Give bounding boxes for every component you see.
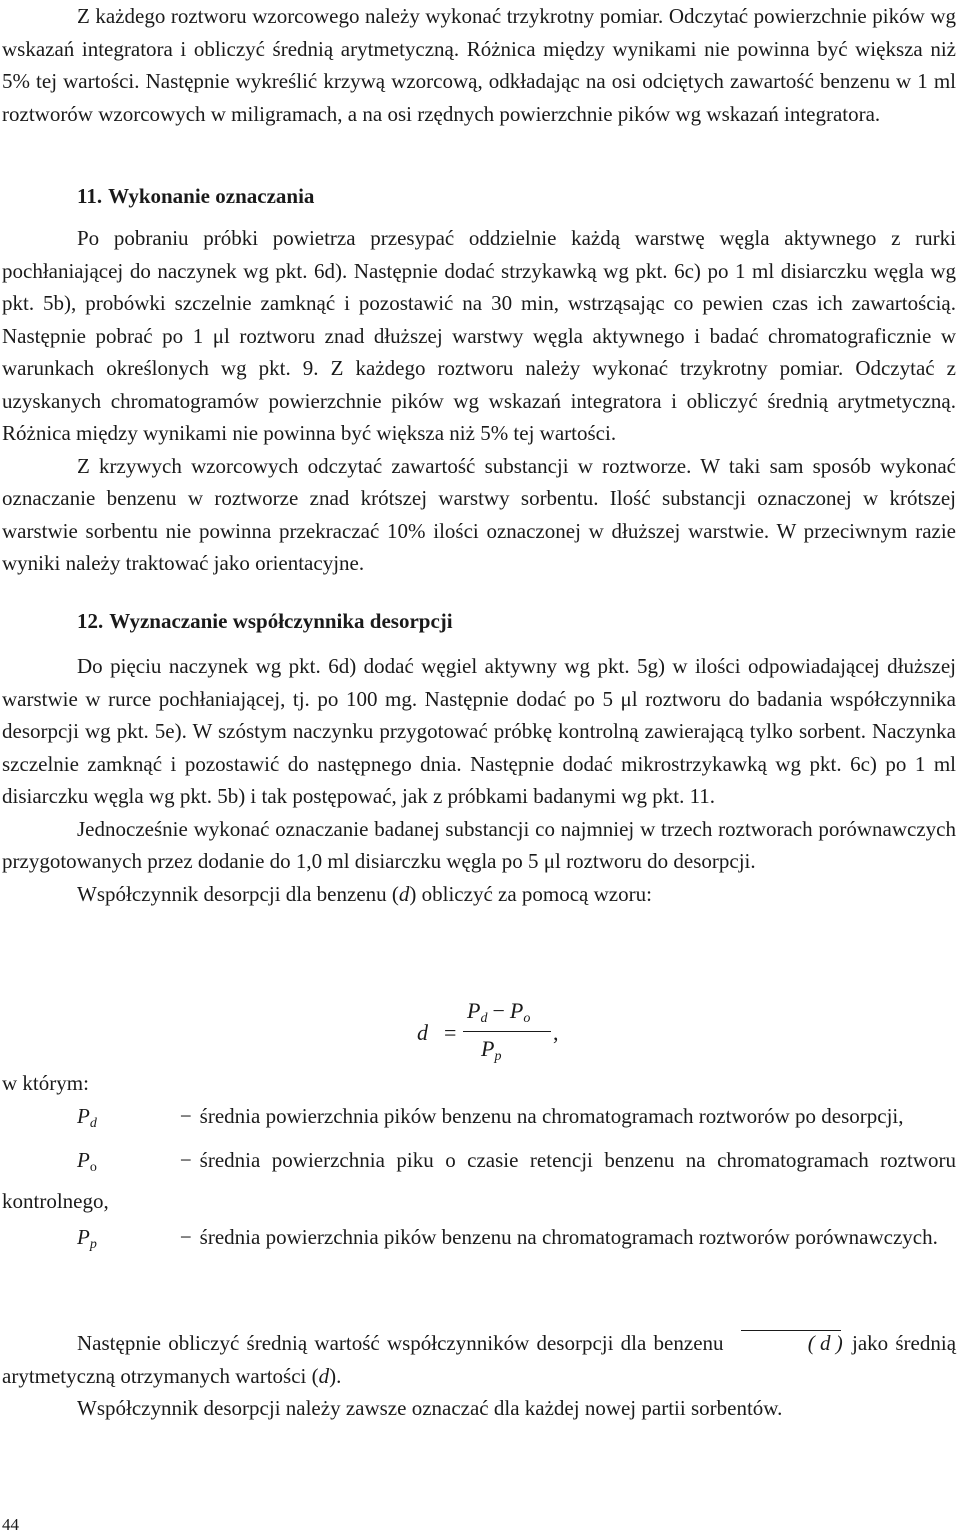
definition-pd <box>2 1100 956 1141</box>
final-text-end: ). <box>329 1363 342 1388</box>
section-11-paragraph-1: Po pobraniu próbki powietrza przesypać oddzielnie każdą warstwę węgla aktywnego z rurki pochłaniającej do naczynek wg pkt. 6d). Następnie dodać strzykawką wg pkt. 6c) po 1 ml disiarczku węgla wg pkt. 5b), probówki szczelnie zamknąć i pozostawić na 30 min, wstrząsając co pewien czas ich zawartością. Następnie pobrać po 1 μl roztworu znad dłuższej warstwy węgla aktywnego i badać chromatograficznie w warunkach określonych wg pkt. 9. Z każdego roztworu należy wykonać trzykrotny pomiar. Odczytać z uzyskanych chromatogramów powierzchnie pików wg wskazań integratora i obliczyć średnią arytmetyczną. Różnica między wynikami nie powinna być większa niż 5% tej wartości. <box>2 226 956 445</box>
definitions-block <box>2 1067 956 1262</box>
numerator-sub1: d <box>480 1011 488 1026</box>
formula-lhs: d <box>417 1020 428 1045</box>
definition-pp-text: średnia powierzchnia pików benzenu na chromatogramach roztworów porównawczych. <box>199 1225 938 1249</box>
section-12-heading <box>2 605 956 638</box>
section-11-title: Wykonanie oznaczania <box>108 184 315 208</box>
final-block <box>2 1327 956 1425</box>
section-11-number: 11. <box>77 184 103 208</box>
section-12-number: 12. <box>77 609 104 633</box>
definition-dash: − <box>179 1148 192 1172</box>
section-11 <box>2 180 956 213</box>
definition-dash: − <box>179 1103 192 1128</box>
fraction-bar <box>463 1031 551 1032</box>
para3-text-before: Współczynnik desorpcji dla benzenu ( <box>77 881 399 906</box>
intro-paragraph-block <box>2 0 956 130</box>
section-12-paragraph-3 <box>2 878 956 911</box>
page-number: 44 <box>2 1515 19 1534</box>
numerator-p1: P <box>467 998 481 1023</box>
denominator-sub: p <box>494 1049 502 1064</box>
numerator-p2: P <box>509 998 524 1023</box>
definition-pp <box>2 1221 956 1262</box>
symbol-d: d <box>398 881 410 906</box>
final-paragraph-2: Współczynnik desorpcji należy zawsze oznaczać dla każdej nowej partii sorbentów. <box>77 1396 783 1420</box>
section-11-heading <box>2 180 956 213</box>
section-12-title: Wyznaczanie współczynnika desorpcji <box>109 609 453 633</box>
mean-d-symbol: ( d ) <box>731 1327 845 1360</box>
numerator-minus: − <box>492 998 505 1023</box>
definition-po <box>2 1144 956 1217</box>
final-text-before: Następnie obliczyć średnią wartość współczynników desorpcji dla benzenu <box>77 1331 724 1355</box>
final-paragraph-1 <box>2 1327 956 1392</box>
definition-po-text: średnia powierzchnia piku o czasie retencji benzenu na chromatogramach roztworu kontrolnego, <box>2 1148 956 1213</box>
section-12-paragraph-2: Jednocześnie wykonać oznaczanie badanej substancji co najmniej w trzech roztworach porównawczych przygotowanych przez dodanie do 1,0 ml disiarczku węgla po 5 μl roztworu do desorpcji. <box>2 816 956 873</box>
intro-paragraph: Z każdego roztworu wzorcowego należy wykonać trzykrotny pomiar. Odczytać powierzchnie pików wg wskazań integratora i obliczyć średnią arytmetyczną. Różnica między wynikami nie powinna być większa niż 5% tej wartości. Następnie wykreślić krzywą wzorcową, odkładając na osi odciętych zawartość benzenu w 1 ml roztworów wzorcowych w miligramach, a na osi rzędnych powierzchnie pików wg wskazań integratora. <box>2 4 956 126</box>
definition-pd-text: średnia powierzchnia pików benzenu na chromatogramach roztworów po desorpcji, <box>199 1103 904 1128</box>
section-11-body <box>2 222 956 580</box>
definition-dash: − <box>179 1225 192 1249</box>
formula-equals: = <box>444 1020 457 1045</box>
formula-comma: , <box>553 1020 559 1045</box>
para3-text-after: ) obliczyć za pomocą wzoru: <box>409 881 652 906</box>
desorption-formula <box>417 995 617 1075</box>
section-12 <box>2 605 956 638</box>
symbol-pd: $P_d$ <box>77 1103 97 1131</box>
numerator-sub2: o <box>523 1011 531 1026</box>
symbol-po: $P_o$ <box>77 1148 97 1175</box>
section-12-body <box>2 650 956 910</box>
section-12-paragraph-1: Do pięciu naczynek wg pkt. 6d) dodać węgiel aktywny wg pkt. 5g) w ilości odpowiadającej dłuższej warstwie w rurce pochłaniającej, tj. po 100 mg. Następnie dodać po 5 μl roztworu do badania współczynnika desorpcji wg pkt. 5e). W szóstym naczynku przygotować próbkę kontrolną zawierającą tylko sorbent. Naczynka szczelnie zamknąć i pozostawić do następnego dnia. Następnie dodać mikrostrzykawką wg pkt. 6c) po 1 ml disiarczku węgla wg pkt. 5b) i tak postępować, jak z próbkami badanymi wg pkt. 11. <box>2 654 956 808</box>
denominator-p: P <box>481 1036 495 1061</box>
formula-numerator <box>467 995 530 1036</box>
symbol-pp: $P_p$ <box>77 1225 97 1252</box>
final-text-after: jako średnią arytmetyczną otrzymanych wartości ( <box>2 1331 957 1388</box>
symbol-d-final: d <box>318 1363 330 1388</box>
where-label: w którym: <box>2 1071 89 1095</box>
section-11-paragraph-2: Z krzywych wzorcowych odczytać zawartość substancji w roztworze. W taki sam sposób wykonać oznaczanie benzenu w roztworze znad krótszej warstwy sorbentu. Ilość substancji oznaczonej w krótszej warstwie sorbentu nie powinna przekraczać 10% ilości oznaczonej w dłuższej warstwie. W przeciwnym razie wyniki należy traktować jako orientacyjne. <box>2 453 956 575</box>
